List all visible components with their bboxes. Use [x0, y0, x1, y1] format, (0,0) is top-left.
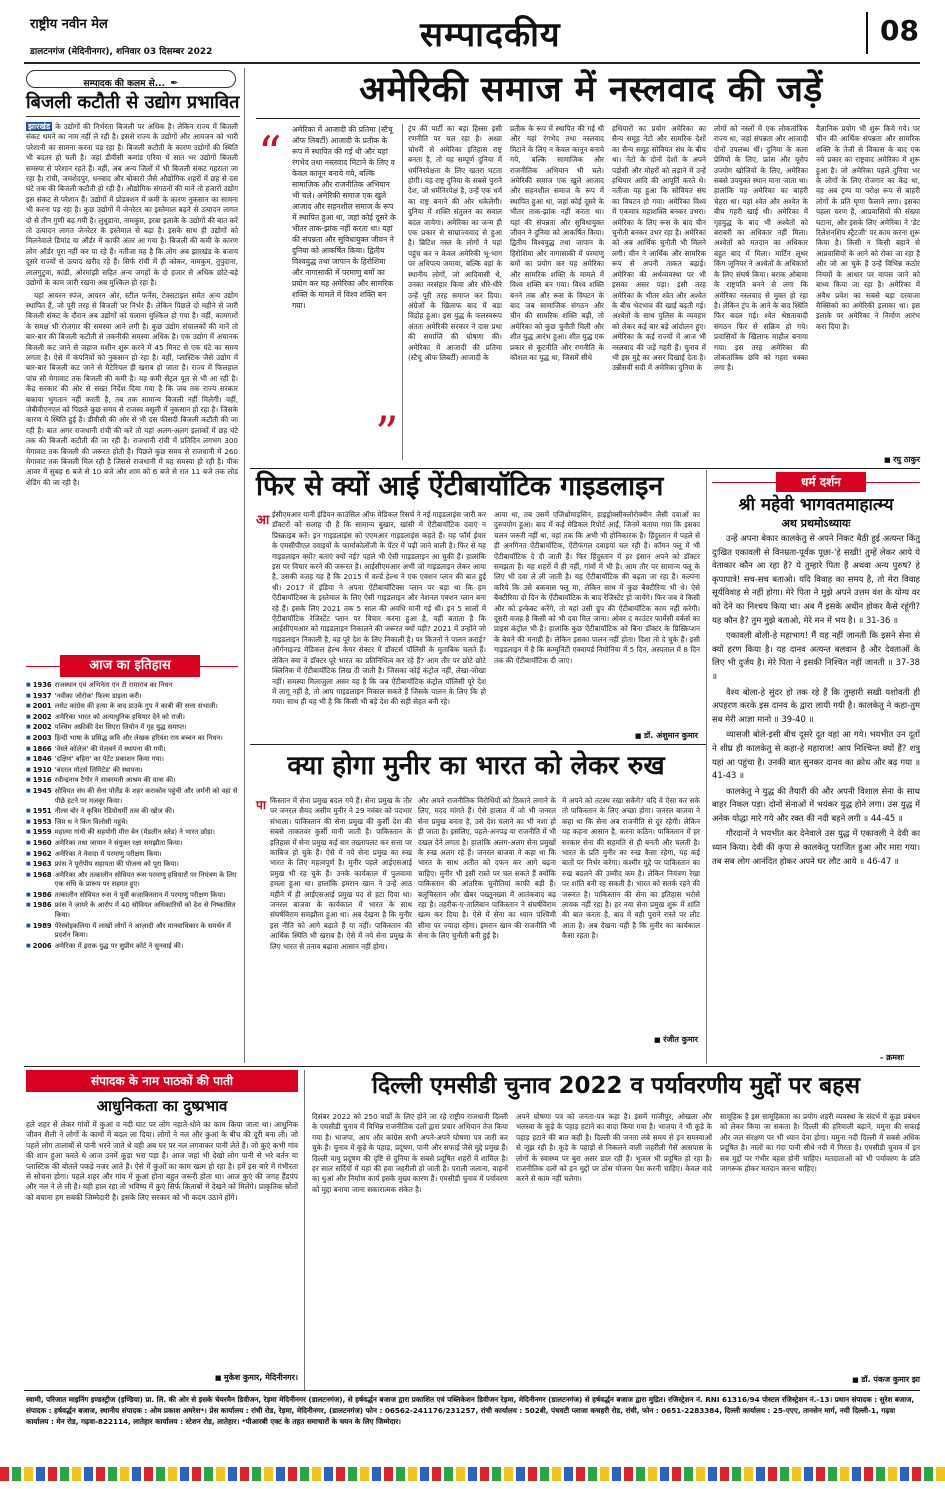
- bullet-icon: ■: [26, 766, 31, 773]
- antibiotic-lead-letter: आ: [256, 513, 270, 528]
- history-item: [26, 871, 238, 890]
- history-text: सोवियत संघ की सेना पोलैंड के शहर कराकोव पहुंची और जर्मनी को वहां से पीछे हटने पर मजबूर किया।: [54, 786, 238, 805]
- dharm-paragraph: उन्हें अपना बेकार कालकेतु से अपने निकट बैठी हुई अत्यन्त किंतु दुःखित एकावली से विनम्रता-पूर्वक पूछा-'हे सखी! तुम्हें लेकर आये ये वेताकार कौन आ रहा है? ये तुम्हारे पिता हैं अथवा अन्य पुरुष? हे कृपापात्रे! सच-सच बताओ। यदि विवाह का समय है, तो मेरा विवाह सूर्यविवाह से नहीं होगा। मेरे पिता ने मुझे अपने उत्तम वंश के योग्य वर को देने का निश्चय किया था। अब मैं इसके अधीन होकर कैसे रहूंगी? यह कौन है? तुम मुझे बताओ, मेरे मन में भय है। ॥ 31-36 ॥: [712, 533, 920, 625]
- history-item: [26, 860, 238, 870]
- history-text: 'नवीका जोरोक' फिल्म डाइला करी।: [54, 691, 142, 700]
- history-year: 1959: [32, 828, 52, 837]
- editorial-paragraph: यहां आयरन स्पंज, आयरन ओर, स्टील फर्नेस, टेक्सटाइल समेत अन्य उद्योग स्थापित हैं, जो पूरी तरह से बिजली पर निर्भर हैं। लेकिन पिछले दो महीने से जारी बिजली संकट के दौरान अब उद्योगों को चलाना मुश्किल हो गया है। वहीं, कामगारों के समक्ष भी रोजगार की समस्या आने लगी है। कुछ उद्योग संचालकों की मानें तो बार-बार की बिजली कटौती से तकनीकी समस्या अधिक है। एक उद्योग में अचानक बिजली कट जाने से जहाज मशीन शुरू करने में 45 मिनट से एक घंटे का समय लगता है। ऐसे में कंपनियों को नुकसान हो रहा है। वहीं, प्लास्टिक जैसे उद्योग में बार-बार बिजली कट जाने से मैटेरियल ही खराब हो जाता है। राज्य में फिलहाल पांच सौ मेगावाट तक बिजली की कमी है। यह कमी सेंट्रल पूल से भी आ रही है। केंद्र सरकार की ओर से सख्त निर्देश दिया गया है कि जब तक राज्य सरकार बकाया भुगतान नहीं करती है, तब तक सामान्य बिजली नहीं मिलेगी। वहीं, जेबीवीएनएल को पिछले कुछ समय से राजस्व वसूली में नुकसान हो रहा है। जिसके कारण ये स्थिति हुई है। डीवीसी की ओर से भी दस फीसदी बिजली कटौती की जा रही है। बात अगर राजधानी रांची की करें तो यहां अलग-अलग इलाकों में छह घंटे तक की बिजली कटौती की जा रही है। राजधानी रांची में प्रतिदिन लगभग 300 मेगावाट तक बिजली की जरूरत होती है। पिछले कुछ समय से राजधानी में 260 मेगावाट तक बिजली मिल रही है जिससे राजधानी में यह समस्या हो रही है। पीक आवर में सुबह 6 बजे से 10 बजे और शाम को 6 बजे से रात 11 बजे तक लोड शेडिंग की जा रही है।: [26, 290, 238, 487]
- history-year: 2006: [32, 941, 52, 950]
- history-year: 2002: [32, 712, 52, 721]
- main-col-4: लोगों को नस्लों में एक लोकतांत्रिक राज्य था, जहां संपन्नता और आजादी दोनों उपलब्ध थीं। दुनिया के कला प्रेमियों के लिए, फ्रांस और यूरोप उपयोग खोजियों के लिए, अमेरिका सबसे उपयुक्त स्थान माना जाता था। हालांकि यह अमेरिका का बाहरी चेहरा था। यहां श्वेत और अश्वेत के बीच गहरी खाई थी। अमेरिका में गृहयुद्ध के बाद भी अश्वेतों को बराबरी का अधिकार नहीं मिला। अश्वेतों को मतदान का अधिकार बहुत बाद में मिला। मार्टिन लूथर किंग जूनियर ने अश्वेतों के अधिकारों के लिए संघर्ष किया। बराक ओबामा के राष्ट्रपति बनने से लगा कि अमेरिका नस्लवाद से मुक्त हो रहा है। लेकिन ट्रंप के आने के बाद स्थिति फिर बदल गई। श्वेत श्रेष्ठतावादी संगठन फिर से सक्रिय हो गये। प्रवासियों के खिलाफ माहौल बनाया गया। इस तरह अमेरिका की लोकतांत्रिक छवि को गहरा धक्का लगा है।: [714, 124, 808, 373]
- main-col-5: वैज्ञानिक प्रयोग भी शुरू किये गये। पर चीन की आर्थिक संपन्नता और सामरिक शक्ति के तेजी से विकास के बाद एक नये प्रकार का राष्ट्रवाद अमेरिका में शुरू हुआ है। जो अमेरिका पहले दुनिया भर के लोगों के लिए रोजगार का केंद्र था, वह अब ट्रम्प या परोक्ष रूप से बाहरी लोगों के प्रति घृणा फैलाने लगा। इसका पहला चरण है, आप्रवासियों की संख्या घटाना, और इसके लिए अमेरिका ने 'डेंट रिलेशनशिप स्ट्रैटजी' पर काम करना शुरू किया है। किसी न किसी बहाने से आप्रवासियों के आने को रोका जा रहा है और जो आ चुके हैं उन्हें विभिन्न कठोर नियमों के आधार पर वापस जाने को बाध्य किया जा रहा है। अमेरिका में अवैध प्रवेश का सबसे बड़ा दरवाजा मैक्सिको का अमेरिकी इलाका था। इस इलाके पर अमेरिका ने निर्माण आरंभ करा दिया है।: [816, 124, 920, 331]
- munir-col-2: और अपने राजनीतिक विरोधियों को ठिकाने लगाने के लिए, मदद मांगते हैं। ऐसे हालात में जो भी जनरल सेना प्रमुख बनता है, उसे देश चलाने का भी नशा हो ही जाता है। इसलिए, पहले-अनपढ़ या राजनीति में भी दखल देने लगता है। हालांकि अलग-अलग सेना प्रमुखों के रुख अलग रहे हैं। जनरल बाजवा ने कहा था कि भारत के साथ अतीत को दफन कर आगे बढ़ना चाहिए। मुनीर भी इसी रास्ते पर चल सकते हैं क्योंकि पाकिस्तान की आंतरिक चुनौतियां काफी बड़ी हैं। बलूचिस्तान और खैबर पख्तूनख्वा में आतंकवाद बढ़ रहा है। तहरीक-ए-तालिबान पाकिस्तान ने संघर्षविराम खत्म कर दिया है। ऐसे में सेना का ध्यान पश्चिमी सीमा पर ज्यादा रहेगा। इमरान खान की राजनीति भी सेना के लिए चुनौती बनी हुई है।: [418, 796, 556, 941]
- color-registration-strip: [0, 1467, 945, 1481]
- dharm-subhead: अथ प्रथमोऽध्यायः: [781, 517, 851, 530]
- history-text: अमेरिका में इराक युद्ध पर सुप्रीम कोर्ट ने सुनवाई की।: [54, 941, 184, 950]
- dharm-paragraph: वैश्य बोला-हे सुंदर हो तक रहे हैं कि तुम्हारी सखी यशोवती ही अपहरण करके इस दानव के द्वारा लायी गयी है। कालकेतु ने कहा-तुम सब मेरी आज्ञा मानो ॥ 39-40 ॥: [712, 686, 920, 724]
- history-year: 1866: [32, 744, 52, 753]
- history-year: 1963: [32, 860, 52, 869]
- history-year: 1986: [32, 890, 52, 899]
- letters-title: संपादक के नाम पाठकों की पाती: [26, 1070, 298, 1092]
- bullet-icon: ■: [26, 713, 31, 720]
- bullet-icon: ■: [26, 808, 31, 815]
- editorial-body: [26, 122, 238, 642]
- history-item: [26, 692, 238, 702]
- masthead-rule: [24, 62, 920, 64]
- history-text: फ्रांस ने यूरोपीय सहायता की योजना को पूरा किया।: [54, 860, 179, 869]
- editor-kicker: [26, 70, 236, 88]
- bullet-icon: ■: [26, 787, 31, 794]
- history-year: 2001: [32, 702, 52, 711]
- history-item: [26, 681, 238, 691]
- bullet-icon: ■: [26, 682, 31, 688]
- history-item: [26, 942, 238, 952]
- history-year: 1846: [32, 755, 52, 764]
- bullet-icon: ■: [26, 829, 31, 836]
- history-item: [26, 891, 238, 901]
- history-text: तत्कालीन सोवियत रूस ने पूर्वी कजाकिस्तान में परमाणु परीक्षण किया।: [54, 890, 226, 899]
- history-title: आज का इतिहास: [60, 655, 200, 677]
- bullet-icon: ■: [26, 756, 31, 763]
- antibiotic-headline: फिर से क्यों आई ऐंटीबायॉटिक गाइडलाइन: [256, 471, 664, 502]
- delhi-headline: दिल्ली एमसीडी चुनाव 2022 व पर्यावरणीय मुद्दों पर बहस: [372, 1073, 860, 1099]
- bullet-icon: ■: [26, 902, 31, 909]
- lead-word: झारखंड: [28, 122, 51, 131]
- history-text: नील्स बोर ने कृत्रिम रेडियोधर्मी तत्व की खोज की।: [54, 807, 175, 816]
- history-text: राजस्थान एवं अभिनेता एन टी रामाराव का निधन: [54, 681, 173, 689]
- munir-lead-letter: पा: [256, 798, 266, 812]
- history-text: पेरेस्त्रोइकलिया में लाखों लोगों ने आज़ादी और मानवाधिकार के समर्थन में प्रदर्शन किया।: [54, 921, 231, 940]
- history-list: [26, 681, 238, 1061]
- dharm-paragraph: एकावली बोली-हे महाभाग! मैं यह नहीं जानती कि इसने सेना से क्यों हरण किया है। यह दानव अत्यन्त बलवान है और देवताओं के लिए भी दुर्जय है। मेरे पिता ने इसकी निश्चित नहीं जानती ॥ 37-38 ॥: [712, 630, 920, 681]
- history-item: [26, 922, 238, 941]
- history-item: [26, 745, 238, 755]
- bullet-icon: ■: [26, 871, 31, 878]
- history-year: 1968: [32, 870, 52, 879]
- quote-close-icon: ”: [375, 406, 399, 460]
- history-text: अमेरिका ने नेवादा में परमाणु परीक्षण किया।: [54, 849, 162, 858]
- history-year: 1960: [32, 838, 52, 847]
- history-year: 1962: [32, 849, 52, 858]
- bullet-icon: ■: [26, 922, 31, 929]
- letters-body: हले शहर से लेकर गांवों में कुआं व नदी घाट पर लोग नहाते-धोने का काम किया जाता था। आधुनिक जीवन शैली ने लोगों के कामों में बदल ला दिया। लोगों ने नल और कुआं के बीच की दूरी बना ली। जो पहले लोग तालाबों से पानी भरने जाते थे वही अब घर पर नल लगवाकर पानी लेते हैं। जो कुएं कभी गांव की शान हुआ करते थे आज उनमें कूड़ा भरा पड़ा है। आज जहां भी देखो लोग पानी से भरे बर्तन या प्लास्टिक की बोतलें पकड़े नजर आते हैं। ऐसे में कुओं का काम खत्म हो रहा है। हमें इस बारे में गंभीरता से सोचना होगा। पहले शहर और गांव में कुआं होना बहुत जरूरी होता था। आज कुएं की जगह हैंडपंप और नल ने ले ली है। यही हाल रहा तो भविष्य में कुएं सिर्फ किताबों में देखने को मिलेंगे। प्राकृतिक स्रोतों को बचाना हम सबकी जिम्मेदारी है। इसके लिए सरकार को भी कदम उठाने होंगे।: [26, 1120, 298, 1202]
- main-col-1: ट्रंप की पार्टी का बड़ा हिस्सा इसी रणनीति पर चल रहा है। अश्व्रा चोधरी से अमेरिका इतिहास राष्ट्र बनता है, तो यह सम्पूर्ण दुनिया में धर्मनिरपेक्षता के लिए खतरा घटता होगी। यह राष्ट्र दुनिया के सबसे पुराने देश, जो धर्मनिरपेक्ष है, उन्हें एक धर्म का राष्ट्र बनाने की ओर धकेलेगी। दुनिया में शक्ति संतुलन का सवाल बदल जायेगा। अमेरिका का जन्म ही एक प्रकार से साम्राज्यवाद से हुआ है। ब्रिटिश नस्ल के लोगों ने यहां पहुंच कर न केवल अमेरिकी भू-भाग पर अधिपत्य जमाया, बल्कि वहां के स्थानीय लोगों, जो आदिवासी थे, उनका नरसंहार किया और धीरे-धीरे उन्हें पूरी तरह समाप्त कर दिया। अंग्रेजों के खिलाफ बाद में बड़ा विद्रोह हुआ। इस युद्ध के फलस्वरूप अंततः अमेरिकी सरकार ने दास प्रथा की समाप्ति की घोषणा की। अमेरिका में आजादी की प्रतिमा (स्टैचू ऑफ लिबर्टी) आजादी के: [408, 124, 502, 362]
- bullet-icon: ■: [26, 818, 31, 825]
- bullet-icon: ■: [26, 703, 31, 710]
- main-headline: अमेरिकी समाज में नस्लवाद की जड़ें: [359, 70, 823, 110]
- history-item: [26, 723, 238, 733]
- history-year: 1989: [32, 921, 52, 930]
- imprint: स्वामी, परिजात माइनिंग इण्डस्ट्रीज (इण्डिया) प्रा. लि. की ओर से इसके चेयरमैन डिवीजन, रेड़मा मेदिनीनगर (डालटनगंज), से हर्षवर्द्धन बजाज द्वारा प्रकाशित एवं पब्लिकेशन डिवीजन रेड़मा, मेदिनीनगर (डालटनगंज) से हर्षवर्द्धन बजाज द्वारा मुद्रित। रजिस्ट्रेशन नं. RNI 61316/94 पोस्टल रजिस्ट्रेशन नं.-13। प्रधान संपादक : सुरेश बजाज, संपादक : हर्षवर्द्धन बजाज, स्थानीय संपादक : ओम प्रकाश अमरेश*। प्रेस कार्यालय : रांची रोड, रेड़मा, मेदिनीनगर, (डालटनगंज) फोन : 06562-241176/231257, रांची कार्यालय : 502बी, पंचवटी प्लाजा कचहरी रोड, रांची, फोन : 0651-2283384, दिल्ली कार्यालय : 25-एएए, तानसेन मार्ग, नयी दिल्ली-1, गढ़वा कार्यालय : मेन रोड, गढ़वा-822114, लातेहार कार्यालय : स्टेशन रोड, लातेहार। *पीआरबी एक्ट के तहत समाचारों के चयन के लिए जिम्मेदार।: [26, 1395, 915, 1426]
- dharm-paragraph: गौरदानों ने भयभीत कर देनेवाले उस युद्ध में एकावली ने देवी का ध्यान किया। देवी की कृपा से कालकेतु पराजित हुआ और मारा गया। तब सब लोग आनंदित होकर अपने घर लौट आये ॥ 46-47 ॥: [712, 828, 920, 866]
- history-year: 2002: [32, 723, 52, 732]
- dharm-credit: - क्रमशः: [880, 1053, 905, 1062]
- history-text: 'बंदरल मोटर्स लिमिटेड' की स्थापना।: [54, 765, 143, 774]
- history-year: 1910: [32, 765, 52, 774]
- history-item: [26, 766, 238, 776]
- history-text: जिम थ ने किंग विलोसी पहुंचे।: [54, 817, 128, 826]
- history-item: [26, 807, 238, 817]
- munir-author: ■ रंजीत कुमार: [600, 1034, 698, 1045]
- bullet-icon: ■: [26, 839, 31, 846]
- delhi-col-1: दिसंबर 2022 को 250 वार्डों के लिए होने जा रहे राष्ट्रीय राजधानी दिल्ली के एमसीडी चुनाव में विभिन्न राजनीतिक दलों द्वारा प्रचार अभियान तेज किया गया है। भाजपा, आप और कांग्रेस सभी अपने-अपने घोषणा पत्र जारी कर चुके हैं। चुनाव में कूड़े के पहाड़, प्रदूषण, पानी और सफाई जैसे मुद्दे प्रमुख हैं। दिल्ली वायु प्रदूषण की दृष्टि से दुनिया के सबसे प्रदूषित शहरों में शामिल है। हर साल सर्दियों में यहां की हवा जहरीली हो जाती है। पराली जलाना, वाहनों का धुआं और निर्माण कार्य इसके मुख्य कारण हैं। एमसीडी चुनाव में पर्यावरण को मुद्दा बनाया जाना सकारात्मक संकेत है।: [312, 1112, 508, 1194]
- history-item: [26, 776, 238, 786]
- editorial-headline: बिजली कटौती से उद्योग प्रभावित: [26, 92, 240, 117]
- history-item: [26, 818, 238, 828]
- history-text: लसेट कांग्रेस की हत्या के बाद डाउके गुप ने काबी की सत्ता संभाली।: [54, 702, 218, 711]
- history-text: 'दक्षिण' बहिरा' का पेटेंट प्रकाशन किया गया।: [54, 755, 164, 764]
- bullet-icon: ■: [26, 724, 31, 731]
- munir-headline: क्या होगा मुनीर का भारत को लेकर रुख: [287, 751, 665, 781]
- delhi-author: ■ डॉ. पंकज कुमार झा: [800, 1374, 920, 1385]
- main-col-3: हथियारों का प्रयोग अमेरिका का सैन्य समूह नेटो और सामरिक देशों का सैन्य समूह सोवियत संघ के बीच था। नेटो के दोनों देशों के अपने पड़ोसी और मोहरों को लड़ाने में उन्हें हथियार आदि की आपूर्ति करते थे। नतीजा यह हुआ कि सोवियत संघ का विघटन हो गया। अमेरिका विश्व में एकमात्र महाशक्ति बनकर उभरा। अमेरिका के लिए रूस के बाद चीन चुनौती बनकर उभर रहा है। अमेरिका को अब आर्थिक चुनौती भी मिलने लगी। चीन ने आर्थिक और सामरिक रूप से अपनी ताकत बढ़ाई। अमेरिका की अर्थव्यवस्था पर भी इसका असर पड़ा। इसी तरह अमेरिका के भीतर श्वेत और अश्वेत के बीच भेदभाव की खाई बढ़ती गई। अश्वेतों के साथ पुलिस के व्यवहार को लेकर कई बार बड़े आंदोलन हुए। अमेरिका के कई राज्यों में आज भी नस्लवाद की जड़ें गहरी हैं। चुनाव में भी इस मुद्दे का असर दिखाई देता है। उन्नीसवीं सदी में अमेरिका दुनिया के: [612, 124, 706, 373]
- dharm-paragraph: व्यासजी बोले-इसी बीच दूसरे दूत वहां आ गये। भयभीत उन दूतों ने शीघ्र ही कालकेतु से कहा-हे महाराज! आप निश्चिन्त क्यों हैं? शत्रु यहां आ पहुंचा है। उनकी बात सुनकर दानव का क्रोध और बढ़ गया ॥ 41-43 ॥: [712, 729, 920, 781]
- history-year: 1937: [32, 691, 52, 700]
- editorial-paragraph: के उद्योगों की निर्भरता बिजली पर अधिक है। लेकिन राज्य में बिजली संकट थमने का नाम नहीं ले रही है। इससे राज्य के उद्योगों और आमजन को भारी परेशानी का सामना करना पड़ रहा है। बिजली कटौती के कारण उद्योगों की स्थिति भी बदतर हो चली है। जहां डीवीसी कमांड एरिया में सात भर उद्योगों बिजली समस्या से परेशान रहते हैं। वहीं, अब अन्य जिलों में भी बिजली संकट गहराता जा रहा है। रांची, जमशेदपुर, धनबाद और बोकारो जैसे औद्योगिक शहरों में छह से दस घंटे तक की बिजली कटौती हो रही है। औद्योगिक संगठनों की मानें तो हजारों उद्योग इस संकट से परेशान हैं। उद्योगों में प्रोडक्शन में कमी के कारण नुकसान का सामना भी करना पड़ रहा है। कुछ उद्योगों में जेनरेटर का इस्तेमाल बढ़ने से उत्पादन लागत दो से तीन गुणी बढ़ गयी है। लुधुडाना, नामकुम, इरबा इलाके के उद्योगों की बात करें तो उत्पादन लागत जेनरेटर के इस्तेमाल से बढ़ा है। इसके साथ ही उद्योगों को मिलनेवाले डिमांड या ऑर्डर में काफी अंतर आ गया है। बिजली की कमी के कारण लोग ऑर्डर पूरा नहीं कर पा रहे हैं। नतीजा यह है कि लोग अब झारखंड के बजाय दूसरे राज्यों से उत्पाद खरीद रहे हैं। सिर्फ रांची में ही कोकर, नामकुम, तुपुदाना, लालगुटुवा, कांडी, ओरमांझी सहित अन्य जगहों के दो हजार से अधिक छोटे-बड़े उद्योगों के काम जारी रखना अब मुश्किल हो रहा है।: [26, 122, 238, 288]
- letters-author: ■ मुकेश कुमार, मेदिनीनगर।: [120, 1372, 298, 1383]
- history-year: 1945: [32, 786, 52, 795]
- bullet-icon: ■: [26, 861, 31, 868]
- bullet-icon: ■: [26, 891, 31, 898]
- history-text: अमेरिका तथा जापान ने संयुक्त रक्षा समझौता किया।: [54, 838, 183, 847]
- delhi-col-3: सामूहिक है इस सामूहिकता का प्रयोग शहरी व्यवस्था के संदर्भ में कूड़ा प्रबंधन को लेकर किया जा सकता है। दिल्ली की हरियाली बढ़ाने, यमुना की सफाई और जल संरक्षण पर भी ध्यान देना होगा। यमुना नदी दिल्ली में सबसे अधिक प्रदूषित है। नालों का गंदा पानी सीधे नदी में गिरता है। एमसीडी चुनाव में इन सब मुद्दों पर गंभीर बहस होनी चाहिए। मतदाताओं को भी पर्यावरण के प्रति जागरूक होकर मतदान करना चाहिए।: [720, 1112, 920, 1174]
- history-item: [26, 702, 238, 712]
- history-year: 1986: [32, 901, 52, 910]
- pen-icon: ✒: [170, 78, 179, 89]
- history-year: 1951: [32, 807, 52, 816]
- dharm-body: [712, 532, 920, 1052]
- masthead: [0, 0, 945, 62]
- history-text: रवीन्द्रनाथ टैगोर ने साबरमती आश्रम की यात्रा की।: [54, 776, 176, 785]
- history-item: [26, 713, 238, 723]
- history-item: [26, 828, 238, 838]
- history-item: [26, 755, 238, 765]
- bullet-icon: ■: [26, 942, 31, 949]
- letters-headline: आधुनिकता का दुष्प्रभाव: [96, 1097, 228, 1115]
- history-text: फ्रांस ने ज़ायरे के आरोप में 40 सोवियत अधिकारियों को देश से निष्कासित किया।: [54, 901, 236, 920]
- history-text: अमेरिका भारत को अत्याधुनिक हथियार देने को राजी।: [54, 712, 186, 721]
- history-item: [26, 787, 238, 806]
- history-year: 1916: [32, 776, 52, 785]
- history-text: हिन्दी भाषा के प्रसिद्ध कवि और लेखक हरिवंश राय बच्चन का निधन।: [54, 733, 223, 742]
- paper-name: राष्ट्रीय नवीन मेल: [30, 17, 108, 32]
- history-item: [26, 839, 238, 849]
- antibiotic-col-2: आया था, तब उसमें एजिथ्रोमाइसिन, हाइड्रोक्सीक्लोरोक्वीन जैसी दवाओं का दुरुपयोग हुआ। बाद में कई मेडिकल रिपोर्ट आईं, जिनमें बताया गया कि इसका चलन जरूरी नहीं था, वहां तक कि अभी भी होनिकारक है। हिंदुस्तान में पहले से ही अनगिनत ऐंटीबायॉटिक, ऐंटीफंगल दवाइयां चल रही हैं। कॉमन फ्लू में भी ऐंटीबायॉटिक दे दी जाती हैं। फिर हिंदुस्तान में हर इंसान अपने को डॉक्टर समझता है। यह शहरों में ही नहीं, गांवों में भी है। आम तौर पर सामान्य फ्लू के लिए भी दवा ले ली जाती है। यह ऐंटीबायॉटिक की बढ़ता जा रहा है। कल्पना करिये कि उसे बकवास फ्लू मा, लेकिन साथ में कुछ बैक्टीरिया भी थे। ऐसे बैक्टीरिया दो दिन के ऐंटीबायॉटिक के बाद रेजिस्टेंट हो जायेंगे। फिर जब वे किसी और को इन्फेक्ट करेंगे, तो वहां उसी ग्रुप की ऐंटीबायॉटिक काम नहीं करेगी। दूसरी वजह है किसी को भी दवा मिल जाना। ओवर द काउंटर फार्मेसी वर्कर्स का प्राइस कंट्रोल भी है। हालांकि कुछ ऐंटीबायॉटिक को बिना डॉक्टर के प्रिस्क्रिप्शन के बेचने की मनाही है। लेकिन इसका पालन नहीं होता। दिशा तो दे चुके हैं। इसी गाइडलाइन में है कि कम्युनिटी एक्वायर्ड निमोनिया में 5 दिन, अस्पताल में 8 दिन तक की ऐंटीबायॉटिक दी जाए।: [494, 510, 700, 665]
- history-item: [26, 734, 238, 744]
- history-year: 1936: [32, 681, 52, 689]
- bullet-icon: ■: [26, 745, 31, 752]
- bullet-icon: ■: [26, 850, 31, 857]
- antibiotic-author: ■ डॉ. अंशुमान कुमार: [580, 730, 698, 741]
- history-text: अमेरिका और तत्कालीन सोवियत रूस परमाणु हथियारों पर नियंत्रण के लिए एक संधि के प्रारूप पर सहमत हुए।: [54, 870, 237, 889]
- section-title: सम्पादकीय: [420, 15, 561, 55]
- quote-mark-icon: “: [258, 126, 282, 180]
- history-item: [26, 901, 238, 920]
- bullet-icon: ■: [26, 734, 31, 741]
- history-text: महात्मा गांधी की सहयोगी मीरा बेन (मेडलीन स्लेड) ने भारत छोड़ा।: [54, 828, 215, 837]
- history-item: [26, 850, 238, 860]
- bullet-icon: ■: [26, 692, 31, 699]
- dharm-title: धर्म दर्शन: [776, 472, 866, 492]
- dharm-paragraph: कालकेतु ने युद्ध की तैयारी की और अपनी विशाल सेना के साथ बाहर निकल पड़ा। दोनों सेनाओं में भयंकर युद्ध होने लगा। उस युद्ध में अनेक योद्धा मारे गये और रक्त की नदी बहने लगी ॥ 44-45 ॥: [712, 785, 920, 823]
- delhi-col-2: अपने घोषणा पत्र को जनता-पत्र कहा है। इसमें गाजीपुर, ओखला और भलस्वा के कूड़े के पहाड़ हटाने का वादा किया गया है। भाजपा ने भी कूड़े के पहाड़ हटाने की बात कही है। दिल्ली की जनता लंबे समय से इन समस्याओं से जूझ रही है। कूड़े के पहाड़ों से निकलने वाली जहरीली गैसें आसपास के लोगों के स्वास्थ्य पर बुरा असर डाल रही हैं। भूजल भी प्रदूषित हो रहा है। राजनीतिक दलों को इन मुद्दों पर ठोस योजना पेश करनी चाहिए। केवल वादे करने से काम नहीं चलेगा।: [516, 1112, 712, 1184]
- history-text: 'वेस्ले कॉलेज' की मेलबर्न में स्थापना की गयी।: [54, 744, 166, 753]
- main-col-2: प्रतीक के रूप में स्थापित की गई थी और यहां रंगभेद तथा नस्लवाद मिटाने के लिए न केवल कानून बनाये गये, बल्कि सामाजिक और राजनीतिक अभियान भी चले। अमेरिकी समाज एक खुले आजाद और सहनशील समाज के रूप में स्थापित हुआ था, जहां कोई दूसरे के भीतर ताक-झांक नहीं करता था। यहां की संपन्नता और सुविधायुक्त जीवन ने दुनिया को आकर्षित किया। द्वितीय विश्वयुद्ध तथा जापान के हिरोशिमा और नागासाकी में परमाणु बमों का प्रयोग कर यह अमेरिका और सामरिक शक्ति के मामले में विश्व शक्ति बन गया। विश्व शक्ति बनने तक और रूस के विघटन के बाद जब सामाजिक संगठन और चीन की सामरिक शक्ति बढ़ी, तो अमेरिका को कुछ चुनौती मिली और शीत युद्ध आरंभ हुआ। शीत युद्ध एक प्रकार से कूटनीति और रणनीति के कौशल का युद्ध था, जिसमें सीधे: [510, 124, 604, 362]
- history-year: 1953: [32, 817, 52, 826]
- main-author: ■ रघु ठाकुर: [840, 454, 920, 465]
- dateline: डालटनगंज (मेदिनीनगर), शनिवार 03 दिसम्बर 2022: [30, 47, 213, 57]
- munir-col-3: में अपने को तटस्थ रखा सकेंगे? यदि वे ऐसा कर सके तो पाकिस्तान के लिए अच्छा होगा। जनरल बाजवा ने कहा था कि सेना अब राजनीति से दूर रहेगी। लेकिन यह कहना आसान है, करना कठिन। पाकिस्तान में हर सरकार सेना की सहमति से ही बनती और चलती है। भारत के प्रति मुनीर का रुख कैसा रहेगा, यह कई बातों पर निर्भर करेगा। कश्मीर मुद्दे पर पाकिस्तान का रुख बदलने की उम्मीद कम है। लेकिन नियंत्रण रेखा पर शांति बनी रह सकती है। भारत को सतर्क रहने की जरूरत है। पाकिस्तान की सेना का इतिहास भरोसे लायक नहीं रहा है। हर नया सेना प्रमुख शुरू में शांति की बात करता है, बाद में वही पुराने रास्ते पर लौट आता है। अब देखना यही है कि मुनीर का कार्यकाल कैसा रहता है।: [562, 796, 700, 941]
- munir-col-1: किस्तान में सेना प्रमुख बदल गये हैं। सेना प्रमुख के तौर पर जनरल सैयद असीम मुनीर ने 29 नवंबर को पदभार संभाला। पाकिस्तान की सेना प्रमुख की कुर्सी देश की सबसे ताकतवर कुर्सी मानी जाती है। पाकिस्तान के इतिहास में सेना प्रमुख कई बार तख्तापलट कर सत्ता पर काबिज हो चुके हैं। ऐसे में नये सेना प्रमुख का रुख भारत के लिए महत्वपूर्ण है। मुनीर पहले आईएसआई प्रमुख भी रह चुके हैं। उनके कार्यकाल में पुलवामा हमला हुआ था। हालांकि इमरान खान ने उन्हें आठ महीने में ही आईएसआई प्रमुख पद से हटा दिया था। जनरल बाजवा के कार्यकाल में भारत के साथ संघर्षविराम समझौता हुआ था। अब देखना है कि मुनीर इस नीति को आगे बढ़ाते हैं या नहीं। पाकिस्तान की आर्थिक स्थिति भी खराब है। ऐसे में नये सेना प्रमुख के लिए भारत से तनाव बढ़ाना आसान नहीं होगा।: [270, 796, 412, 951]
- kicker-text: सम्पादक की कलम से...: [83, 79, 165, 89]
- bullet-icon: ■: [26, 777, 31, 784]
- history-year: 2003: [32, 733, 52, 742]
- pullquote: अमेरिका में आजादी की प्रतिमा (स्टैचू ऑफ लिबर्टी) आजादी के प्रतीक के रूप में स्थापित की गई थी और यहां रंगभेद तथा नस्लवाद मिटाने के लिए व केवल कानून बनाये गये, बल्कि सामाजिक और राजनीतिक अभियान भी चले। अमेरिकी समाज एक खुले आजाद और सहनशील समाज के रूप में स्थापित हुआ था, जहां कोई दूसरे के भीतर ताक-झांक नहीं करता था। यहां की संपन्नता और सुविधायुक्त जीवन ने दुनिया को आकर्षित किया। द्वितीय विश्वयुद्ध तथा जापान के हिरोशिमा और नागासाकी में परमाणु बमों का प्रयोग कर यह अमेरिका और सामरिक शक्ति के मामले में विश्व शक्ति बन गया।: [292, 125, 396, 310]
- dharm-headline: श्री महेवी भागवतमाहात्म्य: [738, 495, 894, 515]
- page-number: 08: [880, 14, 919, 47]
- history-text: पश्चिम अफ्रीकी देश सिएरा लियोन में गृह युद्ध समाप्त।: [54, 723, 187, 732]
- antibiotic-col-1: ईसीएमआर यानी इंडियन काउंसिल ऑफ मेडिकल रिसर्च ने नई गाइडलाइंस जारी कर डॉक्टरों को सलाह दी है कि सामान्य बुखार, खांसी में ऐंटीबायॉटिक दवाएं न प्रिस्क्राइब करें। इन गाइडलाइंस को एएमआर गाइडलाइंस कहते हैं। यह फॉर्म ईवार के एमसीपीएल दवाइयों के फार्माकोलॉजी के पेंटर में पढ़ी जाने वाली है। फिर से यह गाइडलाइन क्यों? बताएं क्यों नई? पहले भी ऐसी गाइडलाइन आ चुकी हैं। हालांकि इस पर विचार करने की जरूरत है। आईसीएमआर अभी जो गाइडलाइन लेकर आया है, उसकी वजह यह है कि 2015 में वर्ल्ड हेल्थ ने एक एक्शन प्लान की बात हुई थी। 2017 में इंडिया ने अपना ऐंटीबायॉटिक्स प्लान पर बड़ा था कि हम ऐंटीबायॉटिक्स के इस्तेमाल के लिए ऐसी गाइडलाइन और नेशनल एक्शन प्लान बना रहे हैं। इसके लिए 2021 तक 5 साल की अवधि मानी गई थी। इन 5 सालों में ऐंटीबायॉटिक रेजिस्टेंट प्लान पर विचार करना हुआ है, वहीं बताता है कि आईसीएमआर को गाइडलाइन निकालने की जरूरत क्यों पड़ी? 2021 में उन्होंने जो गाइडलाइन निकाली है, वह पूरे देश के लिए निकाली है। पर कितनों ने पालन कराई? ऑर्गनाइज्ड मेडिकल हेल्थ केयर सेक्टर में डॉक्टर्स पॉलिसी के मुताबिक चलते हैं। लेकिन क्या वे डॉक्टर पूरे भारत का प्रतिनिधित्व कर रहे हैं? आम तौर पर छोटे छोटे क्लिनिक में ऐंटीबायॉटिक लिख दी जाती है। जिसका कोई कंट्रोल नहीं, लेखा-जोखा नहीं। समस्या मिलाजुला असर यह है कि जब ऐंटीबायॉटिक कंट्रोल पॉलिसी पूरे देश में लागू नहीं है, तो आप गाइडलाइन निकाल सकते हैं जिसके पालन के लिए कि हो गया। साथ ही यह भी है कि किसी भी बड़े देश की सही सेहत बनी रहे।: [272, 510, 486, 707]
